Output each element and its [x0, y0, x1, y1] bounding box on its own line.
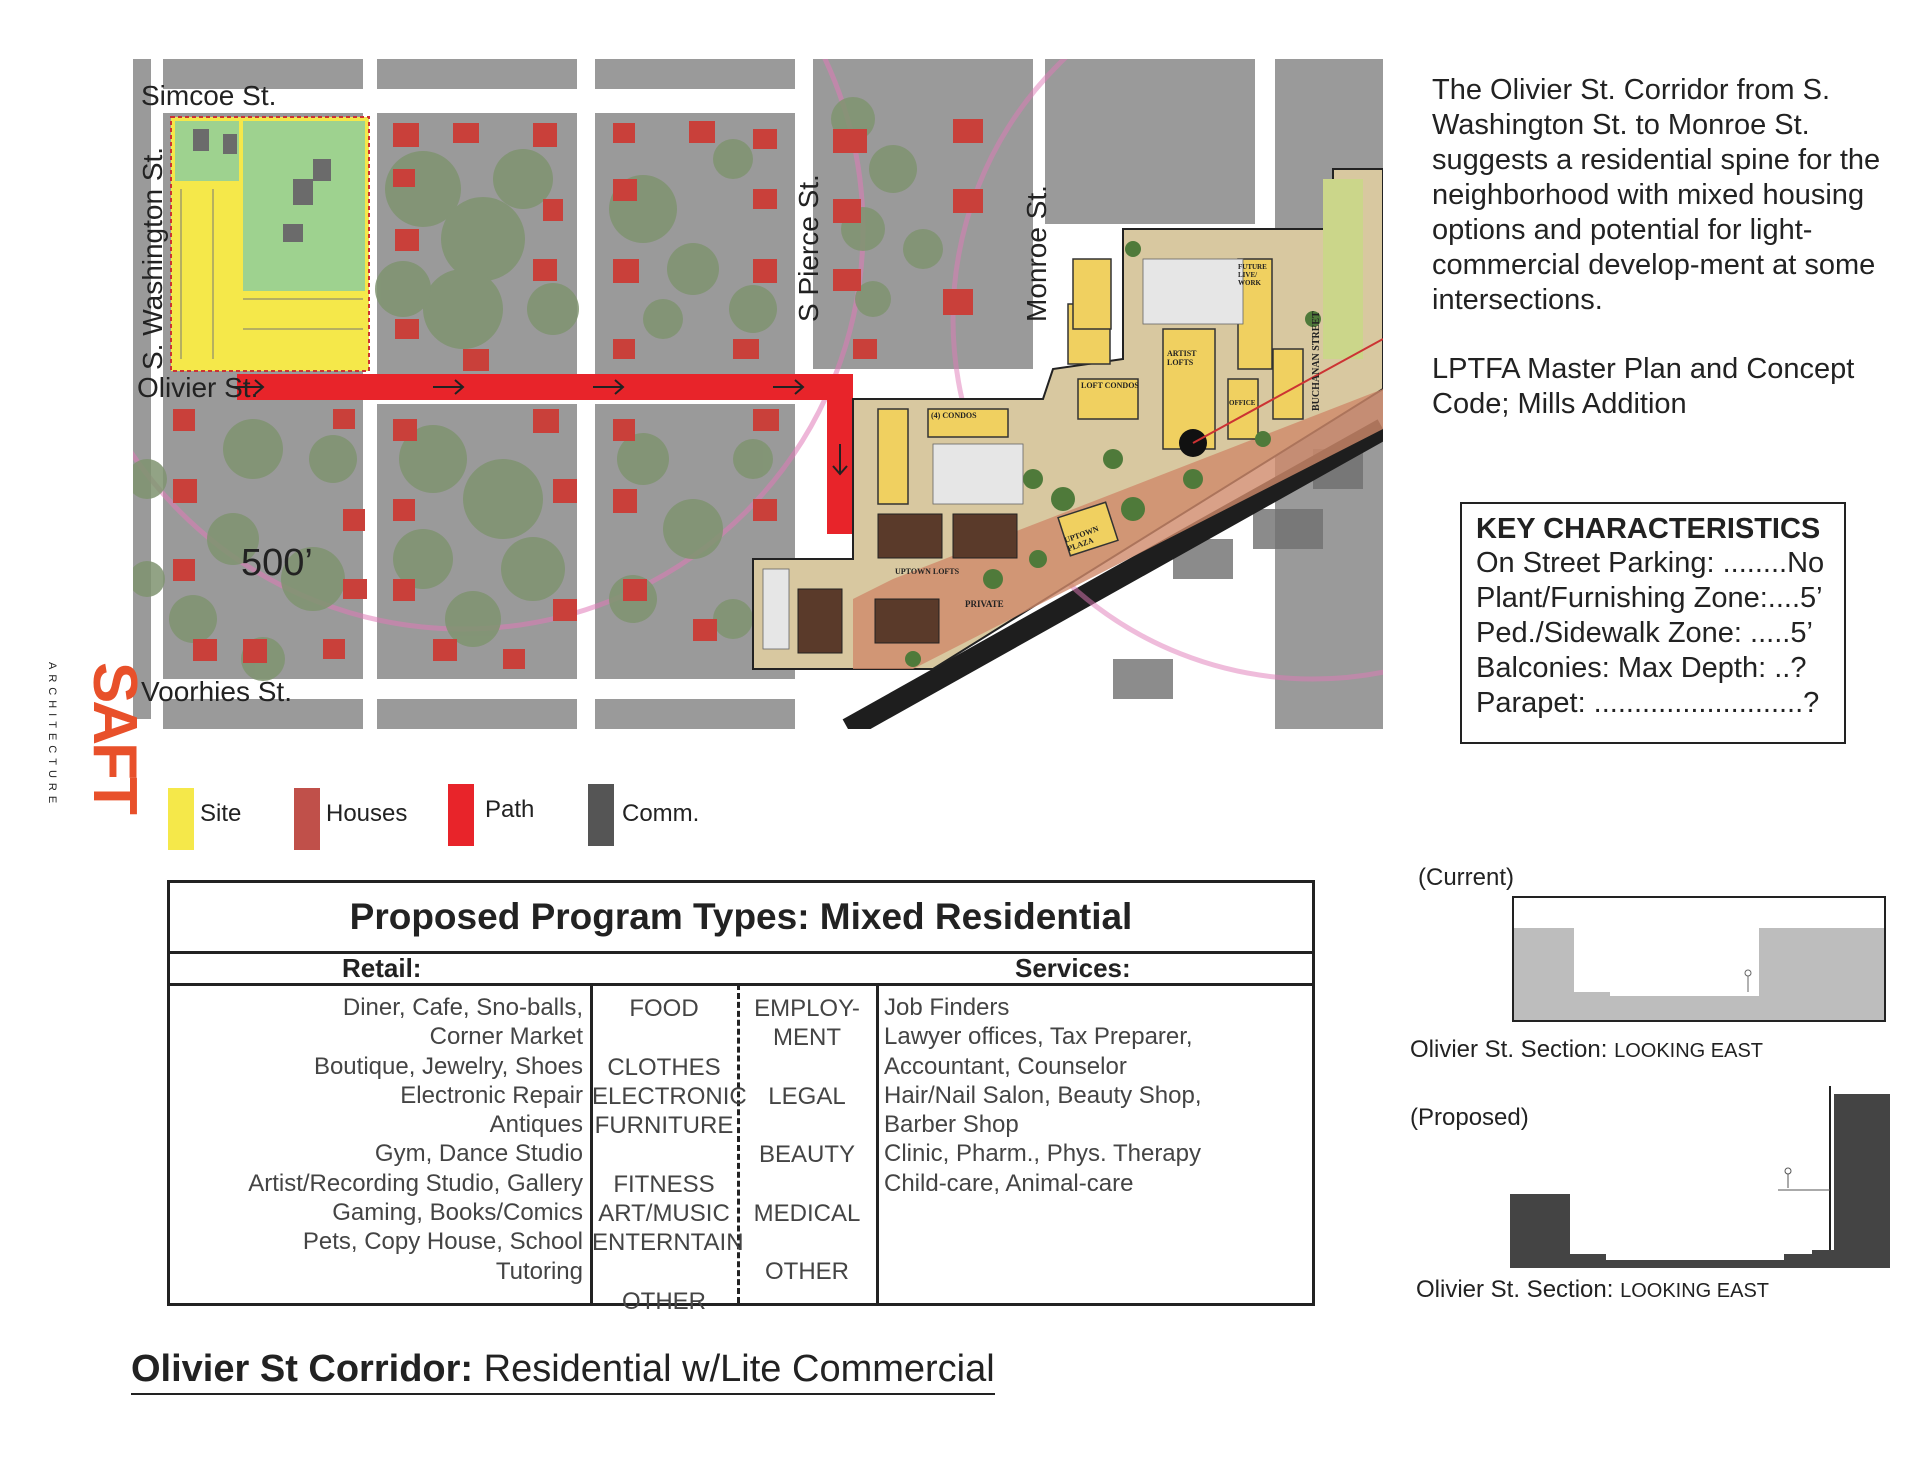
- retail-header: Retail:: [342, 953, 422, 983]
- plan-label-private: PRIVATE: [965, 599, 1004, 609]
- logo-wordmark: SAFT: [80, 662, 149, 812]
- list-item: Lawyer offices, Tax Preparer,: [884, 1023, 1193, 1051]
- key-characteristics-box: [1460, 502, 1846, 744]
- legend-swatch-path: [448, 784, 474, 846]
- category-label: CLOTHES: [607, 1054, 721, 1081]
- list-item: Clinic, Pharm., Phys. Therapy: [884, 1140, 1202, 1168]
- program-types-table: [167, 880, 1315, 1315]
- list-item: Electronic Repair: [400, 1081, 583, 1109]
- services-header: Services:: [1015, 953, 1131, 983]
- proposed-section-label: (Proposed): [1410, 1104, 1529, 1131]
- page-title-bold: Olivier St Corridor:: [131, 1348, 474, 1390]
- street-label-monroe: Monroe St.: [1021, 185, 1052, 322]
- list-item: Tutoring: [495, 1257, 583, 1285]
- logo-subtext: ARCHITECTURE: [46, 662, 58, 809]
- retail-items: [170, 993, 583, 1286]
- plan-label-future-live-work: FUTURE LIVE/ WORK: [1238, 263, 1267, 287]
- category-label: LEGAL: [768, 1083, 846, 1110]
- legend-label-site: Site: [200, 800, 242, 827]
- caption-direction: LOOKING EAST: [1620, 1280, 1770, 1302]
- legend-swatch-comm: [588, 784, 614, 846]
- key-row: Parapet: ..........................?: [1476, 687, 1820, 719]
- street-label-voorhies: Voorhies St.: [141, 676, 292, 707]
- category-label: FURNITURE: [594, 1112, 734, 1139]
- plan-label-condos: (4) CONDOS: [931, 411, 977, 420]
- legend-swatch-site: [168, 788, 194, 850]
- current-section-caption: [1410, 1036, 1763, 1064]
- list-item: Pets, Copy House, School: [302, 1228, 583, 1256]
- saft-logo: [40, 662, 149, 822]
- category-label: ENTERNTAIN: [592, 1229, 744, 1256]
- legend-label-houses: Houses: [326, 800, 408, 827]
- corridor-description: The Olivier St. Corridor from S. Washington St. to Monroe St. suggests a residential spine for the neighborhood with mixed housing options and potential for light-commercial develop-ment at some intersections.: [1432, 74, 1881, 316]
- legend-label-path: Path: [485, 796, 535, 823]
- key-row: On Street Parking: ........No: [1476, 547, 1825, 579]
- site-plan-map: [133, 59, 1383, 729]
- page-title-rest: Residential w/Lite Commercial: [473, 1348, 995, 1390]
- proposed-section-caption: [1416, 1276, 1769, 1304]
- caption-direction: LOOKING EAST: [1614, 1040, 1764, 1062]
- street-label-washington: S. Washington St.: [137, 146, 168, 370]
- category-label: ART/MUSIC: [598, 1200, 730, 1227]
- proposed-section-graphic: [1510, 1086, 1890, 1268]
- list-item: Antiques: [489, 1111, 583, 1139]
- list-item: Barber Shop: [884, 1111, 1019, 1139]
- plan-label-loft-condos: LOFT CONDOS: [1081, 381, 1139, 390]
- list-item: Job Finders: [884, 994, 1010, 1021]
- current-section-graphic: [1514, 898, 1884, 1020]
- service-items: [884, 993, 1202, 1198]
- category-label: OTHER: [765, 1258, 849, 1285]
- list-item: Child-care, Animal-care: [884, 1169, 1134, 1197]
- list-item: Diner, Cafe, Sno-balls,: [342, 994, 583, 1021]
- list-item: Boutique, Jewelry, Shoes: [313, 1052, 583, 1080]
- plan-label-uptown-lofts: UPTOWN LOFTS: [895, 567, 960, 576]
- key-characteristics-title: KEY CHARACTERISTICS: [1476, 513, 1821, 545]
- category-label: EMPLOY-: [754, 995, 860, 1022]
- list-item: Hair/Nail Salon, Beauty Shop,: [884, 1081, 1202, 1109]
- key-row: Balconies: Max Depth: ..?: [1476, 652, 1807, 684]
- street-label-pierce: S Pierce St.: [793, 174, 824, 322]
- plan-label-office: OFFICE: [1229, 399, 1256, 407]
- category-label: ELECTRONIC: [592, 1083, 747, 1110]
- list-item: Accountant, Counselor: [884, 1052, 1127, 1080]
- category-label: OTHER: [622, 1288, 706, 1315]
- key-row: Ped./Sidewalk Zone: .....5’: [1476, 617, 1813, 649]
- category-label: FITNESS: [613, 1171, 715, 1198]
- category-label: BEAUTY: [758, 1141, 856, 1168]
- proposed-section-drawing: [1510, 1086, 1890, 1268]
- key-row: Plant/Furnishing Zone:....5’: [1476, 582, 1823, 614]
- plan-reference: LPTFA Master Plan and Concept Code; Mills Addition: [1432, 353, 1855, 420]
- list-item: Gym, Dance Studio: [374, 1140, 583, 1168]
- column-divider: [876, 984, 879, 1303]
- list-item: Artist/Recording Studio, Gallery: [248, 1169, 583, 1197]
- plan-label-buchanan: BUCHANAN STREET: [1311, 311, 1322, 411]
- page-title: [131, 1348, 995, 1395]
- caption-text: Olivier St. Section:: [1410, 1036, 1608, 1063]
- street-label-olivier: Olivier St.: [137, 372, 259, 403]
- category-label: MENT: [773, 1024, 841, 1051]
- list-item: Gaming, Books/Comics: [332, 1199, 583, 1227]
- current-section-label: (Current): [1418, 864, 1515, 891]
- legend-label-comm: Comm.: [622, 800, 700, 827]
- current-section-drawing: [1512, 896, 1886, 1022]
- map-graphic: [133, 59, 1383, 729]
- category-label: FOOD: [629, 995, 699, 1022]
- program-title: Proposed Program Types: Mixed Residential: [349, 896, 1133, 937]
- category-label: MEDICAL: [753, 1200, 861, 1227]
- caption-text: Olivier St. Section:: [1416, 1276, 1614, 1303]
- legend-swatch-houses: [294, 788, 320, 850]
- street-label-simcoe: Simcoe St.: [141, 80, 277, 111]
- plan-label-artist-lofts: ARTIST LOFTS: [1167, 349, 1197, 367]
- radius-label: 500’: [241, 542, 313, 584]
- list-item: Corner Market: [429, 1023, 583, 1051]
- plan-label-uptown-plaza: UPTOWN PLAZA: [1063, 524, 1100, 554]
